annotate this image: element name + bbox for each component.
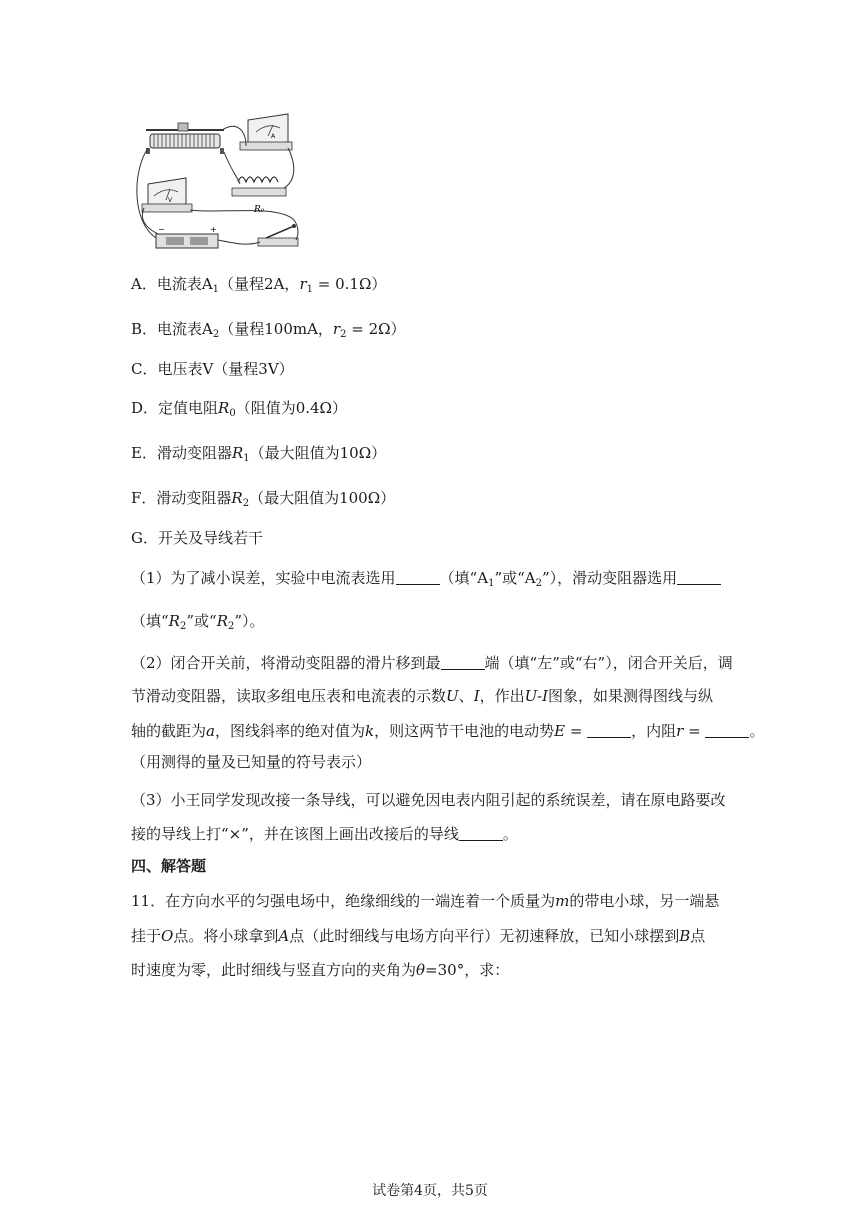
option-c: C．电压表V（量程3V） bbox=[131, 360, 294, 378]
q2-line3-f: = bbox=[683, 722, 706, 740]
answer-blank-1[interactable] bbox=[396, 569, 440, 585]
q2-sep: 、 bbox=[458, 687, 474, 705]
q1-line2-sub2: 2 bbox=[227, 621, 235, 632]
q1-line1 bbox=[131, 567, 721, 595]
q2-line3-d: = bbox=[565, 722, 588, 740]
q11-var-b: B bbox=[679, 927, 691, 945]
q1-text-d: ”），滑动变阻器选用 bbox=[541, 569, 678, 587]
option-a bbox=[131, 273, 386, 301]
option-d-tail: （阻值为0.4Ω） bbox=[235, 399, 347, 417]
q11-line2-c: 点（此时细线与电场方向平行）无初速释放，已知小球摆到 bbox=[289, 927, 680, 945]
page-footer: 试卷第4页，共5页 bbox=[372, 1183, 488, 1199]
q3-line2-a: 接的导线上打“×”，并在该图上画出改接后的导线 bbox=[131, 825, 459, 843]
option-b-prefix: B．电流表A bbox=[131, 320, 213, 338]
q2-line3 bbox=[131, 720, 764, 742]
q1-sub-2: 2 bbox=[535, 578, 542, 589]
q2-line2-b: ，作出 bbox=[479, 687, 525, 705]
option-d bbox=[131, 397, 347, 425]
option-a-mid: （量程2A， bbox=[219, 275, 300, 293]
battery-minus-sign: − bbox=[158, 225, 165, 234]
q11-line3-a: 时速度为零，此时细线与竖直方向的夹角为 bbox=[131, 961, 417, 979]
q11-line1 bbox=[131, 890, 719, 912]
q11-var-a: A bbox=[278, 927, 290, 945]
q2-var-k: k bbox=[364, 722, 375, 740]
circuit-diagram bbox=[128, 112, 310, 252]
q11-var-theta: θ bbox=[416, 961, 426, 979]
q3-line2-b: 。 bbox=[502, 825, 518, 843]
q2-var-i: I bbox=[473, 687, 480, 705]
answer-blank-4[interactable] bbox=[587, 722, 631, 738]
q2-line3-e: ，内阻 bbox=[631, 722, 677, 740]
q11-line1-a: 11．在方向水平的匀强电场中，绝缘细线的一端连着一个质量为 bbox=[131, 892, 556, 910]
option-e-math-sub: 1 bbox=[243, 453, 250, 464]
q3-line1: （3）小王同学发现改接一条导线，可以避免因电表内阻引起的系统误差，请在原电路要改 bbox=[131, 791, 726, 809]
q2-line3-b: ，图线斜率的绝对值为 bbox=[214, 722, 365, 740]
option-b-sub: 2 bbox=[212, 329, 220, 340]
q11-line2-d: 点 bbox=[690, 927, 706, 945]
q2-line1 bbox=[131, 652, 733, 674]
q2-var-e: E bbox=[554, 722, 566, 740]
option-f-tail: （最大阻值为100Ω） bbox=[249, 489, 396, 507]
option-a-math-sub: 1 bbox=[306, 284, 313, 295]
option-f-math-sub: 2 bbox=[242, 498, 250, 509]
q1-text-c: ”或“A bbox=[494, 569, 536, 587]
q2-line2 bbox=[131, 685, 713, 707]
answer-blank-3[interactable] bbox=[441, 654, 485, 670]
voltmeter-label: V bbox=[168, 197, 173, 204]
q1-line2-sub1: 2 bbox=[179, 621, 187, 632]
q2-line3-a: 轴的截距为 bbox=[131, 722, 207, 740]
option-b-math: r bbox=[332, 320, 341, 338]
option-a-math: r bbox=[299, 275, 307, 293]
option-b-tail: = 2Ω） bbox=[346, 320, 406, 338]
q1-line2-r2: R bbox=[216, 612, 228, 630]
q1-line2-r1: R bbox=[168, 612, 180, 630]
option-d-math-sub: 0 bbox=[229, 408, 236, 419]
option-f bbox=[131, 487, 395, 515]
option-e bbox=[131, 442, 386, 470]
q1-text-a: （1）为了减小误差，实验中电流表选用 bbox=[131, 569, 396, 587]
q1-line2-a: （填“ bbox=[131, 612, 169, 630]
option-a-sub: 1 bbox=[212, 284, 220, 295]
q11-line3-b: =30°，求： bbox=[425, 961, 510, 979]
q2-var-ui: U-I bbox=[524, 687, 549, 705]
q11-line1-b: 的带电小球，另一端悬 bbox=[569, 892, 720, 910]
q11-line2-a: 挂于 bbox=[131, 927, 162, 945]
answer-blank-6[interactable] bbox=[459, 825, 503, 841]
option-b bbox=[131, 318, 406, 346]
option-b-mid: （量程100mA， bbox=[219, 320, 333, 338]
q1-line2-b: ”或“ bbox=[186, 612, 217, 630]
ammeter-label: A bbox=[271, 133, 276, 140]
q2-var-u: U bbox=[446, 687, 459, 705]
q1-line2 bbox=[131, 610, 265, 638]
q11-var-o: O bbox=[161, 927, 174, 945]
option-a-tail: = 0.1Ω） bbox=[312, 275, 387, 293]
q11-line3 bbox=[131, 959, 509, 981]
option-e-tail: （最大阻值为10Ω） bbox=[249, 444, 387, 462]
section-4-title: 四、解答题 bbox=[131, 857, 207, 875]
q2-text-b: 端（填“左”或“右”），闭合开关后，调 bbox=[484, 654, 733, 672]
q1-text-b: （填“A bbox=[439, 569, 489, 587]
q2-line3-c: ，则这两节干电池的电动势 bbox=[374, 722, 555, 740]
option-b-math-sub: 2 bbox=[340, 329, 347, 340]
q3-line2 bbox=[131, 823, 518, 845]
q11-var-m: m bbox=[555, 892, 570, 910]
battery-plus-sign: + bbox=[210, 225, 217, 234]
q1-sub-1: 1 bbox=[488, 578, 495, 589]
q2-line2-a: 节滑动变阻器，读取多组电压表和电流表的示数 bbox=[131, 687, 447, 705]
option-e-math: R bbox=[231, 444, 244, 462]
q2-line2-c: 图象，如果测得图线与纵 bbox=[548, 687, 714, 705]
q2-line3-g: 。 bbox=[749, 722, 765, 740]
option-d-prefix: D．定值电阻 bbox=[131, 399, 219, 417]
q11-line2-b: 点。将小球拿到 bbox=[173, 927, 279, 945]
q2-line4: （用测得的量及已知量的符号表示） bbox=[131, 753, 372, 771]
answer-blank-2[interactable] bbox=[677, 569, 721, 585]
q2-text-a: （2）闭合开关前，将滑动变阻器的滑片移到最 bbox=[131, 654, 441, 672]
option-f-prefix: F．滑动变阻器 bbox=[131, 489, 232, 507]
q1-line2-c: ”）。 bbox=[234, 612, 265, 630]
option-g: G．开关及导线若干 bbox=[131, 529, 263, 547]
answer-blank-5[interactable] bbox=[705, 722, 749, 738]
r0-label: R₀ bbox=[254, 205, 265, 215]
q2-var-a: a bbox=[206, 722, 215, 740]
option-e-prefix: E．滑动变阻器 bbox=[131, 444, 232, 462]
option-a-prefix: A．电流表A bbox=[131, 275, 213, 293]
option-f-math: R bbox=[231, 489, 243, 507]
q2-var-r: r bbox=[676, 722, 684, 740]
q11-line2 bbox=[131, 925, 705, 947]
option-d-math: R bbox=[218, 399, 230, 417]
